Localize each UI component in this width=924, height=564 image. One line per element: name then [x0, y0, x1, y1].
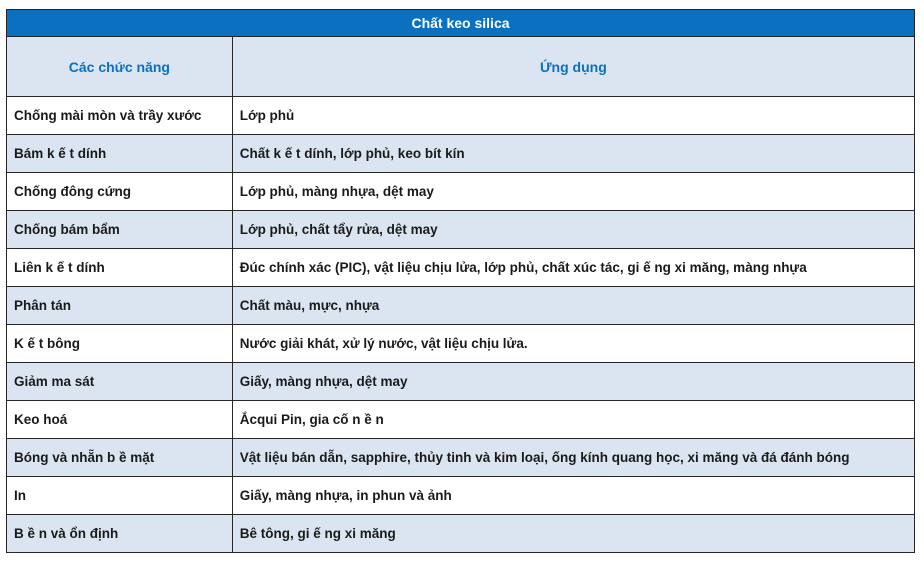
application-cell: Nước giải khát, xử lý nước, vật liệu chịu lửa. — [232, 325, 914, 363]
table-row — [7, 325, 915, 363]
table-row — [7, 287, 915, 325]
application-cell: Bê tông, gi ế ng xi măng — [232, 515, 914, 553]
header-applications: Ứng dụng — [232, 37, 914, 97]
application-cell: Lớp phủ, màng nhựa, dệt may — [232, 173, 914, 211]
header-functions: Các chức năng — [7, 37, 233, 97]
function-cell: K ế t bông — [7, 325, 233, 363]
function-cell: Phân tán — [7, 287, 233, 325]
application-cell: Vật liệu bán dẫn, sapphire, thủy tinh và kim loại, ống kính quang học, xi măng và đá đánh bóng — [232, 439, 914, 477]
application-cell: Ắcqui Pin, gia cố n ề n — [232, 401, 914, 439]
application-cell: Chất màu, mực, nhựa — [232, 287, 914, 325]
function-cell: Keo hoá — [7, 401, 233, 439]
application-cell: Giấy, màng nhựa, in phun và ảnh — [232, 477, 914, 515]
silica-table-container — [6, 9, 915, 553]
table-title-row — [7, 10, 915, 37]
function-cell: Giảm ma sát — [7, 363, 233, 401]
silica-functions-table — [6, 9, 915, 553]
function-cell: B ề n và ổn định — [7, 515, 233, 553]
function-cell: Chống bám bẩm — [7, 211, 233, 249]
table-row — [7, 97, 915, 135]
application-cell: Đúc chính xác (PIC), vật liệu chịu lửa, lớp phủ, chất xúc tác, gi ế ng xi măng, màng nhựa — [232, 249, 914, 287]
table-row — [7, 211, 915, 249]
function-cell: In — [7, 477, 233, 515]
application-cell: Lớp phủ — [232, 97, 914, 135]
table-header-row — [7, 37, 915, 97]
table-row — [7, 477, 915, 515]
table-title: Chất keo silica — [7, 10, 915, 37]
table-row — [7, 439, 915, 477]
application-cell: Chất k ế t dính, lớp phủ, keo bít kín — [232, 135, 914, 173]
function-cell: Chống đông cứng — [7, 173, 233, 211]
application-cell: Giấy, màng nhựa, dệt may — [232, 363, 914, 401]
application-cell: Lớp phủ, chất tẩy rửa, dệt may — [232, 211, 914, 249]
function-cell: Bám k ế t dính — [7, 135, 233, 173]
table-row — [7, 249, 915, 287]
table-row — [7, 515, 915, 553]
table-row — [7, 173, 915, 211]
function-cell: Chống mài mòn và trầy xước — [7, 97, 233, 135]
table-row — [7, 135, 915, 173]
function-cell: Liên k ế t dính — [7, 249, 233, 287]
function-cell: Bóng và nhẵn b ề mặt — [7, 439, 233, 477]
table-row — [7, 363, 915, 401]
table-row — [7, 401, 915, 439]
